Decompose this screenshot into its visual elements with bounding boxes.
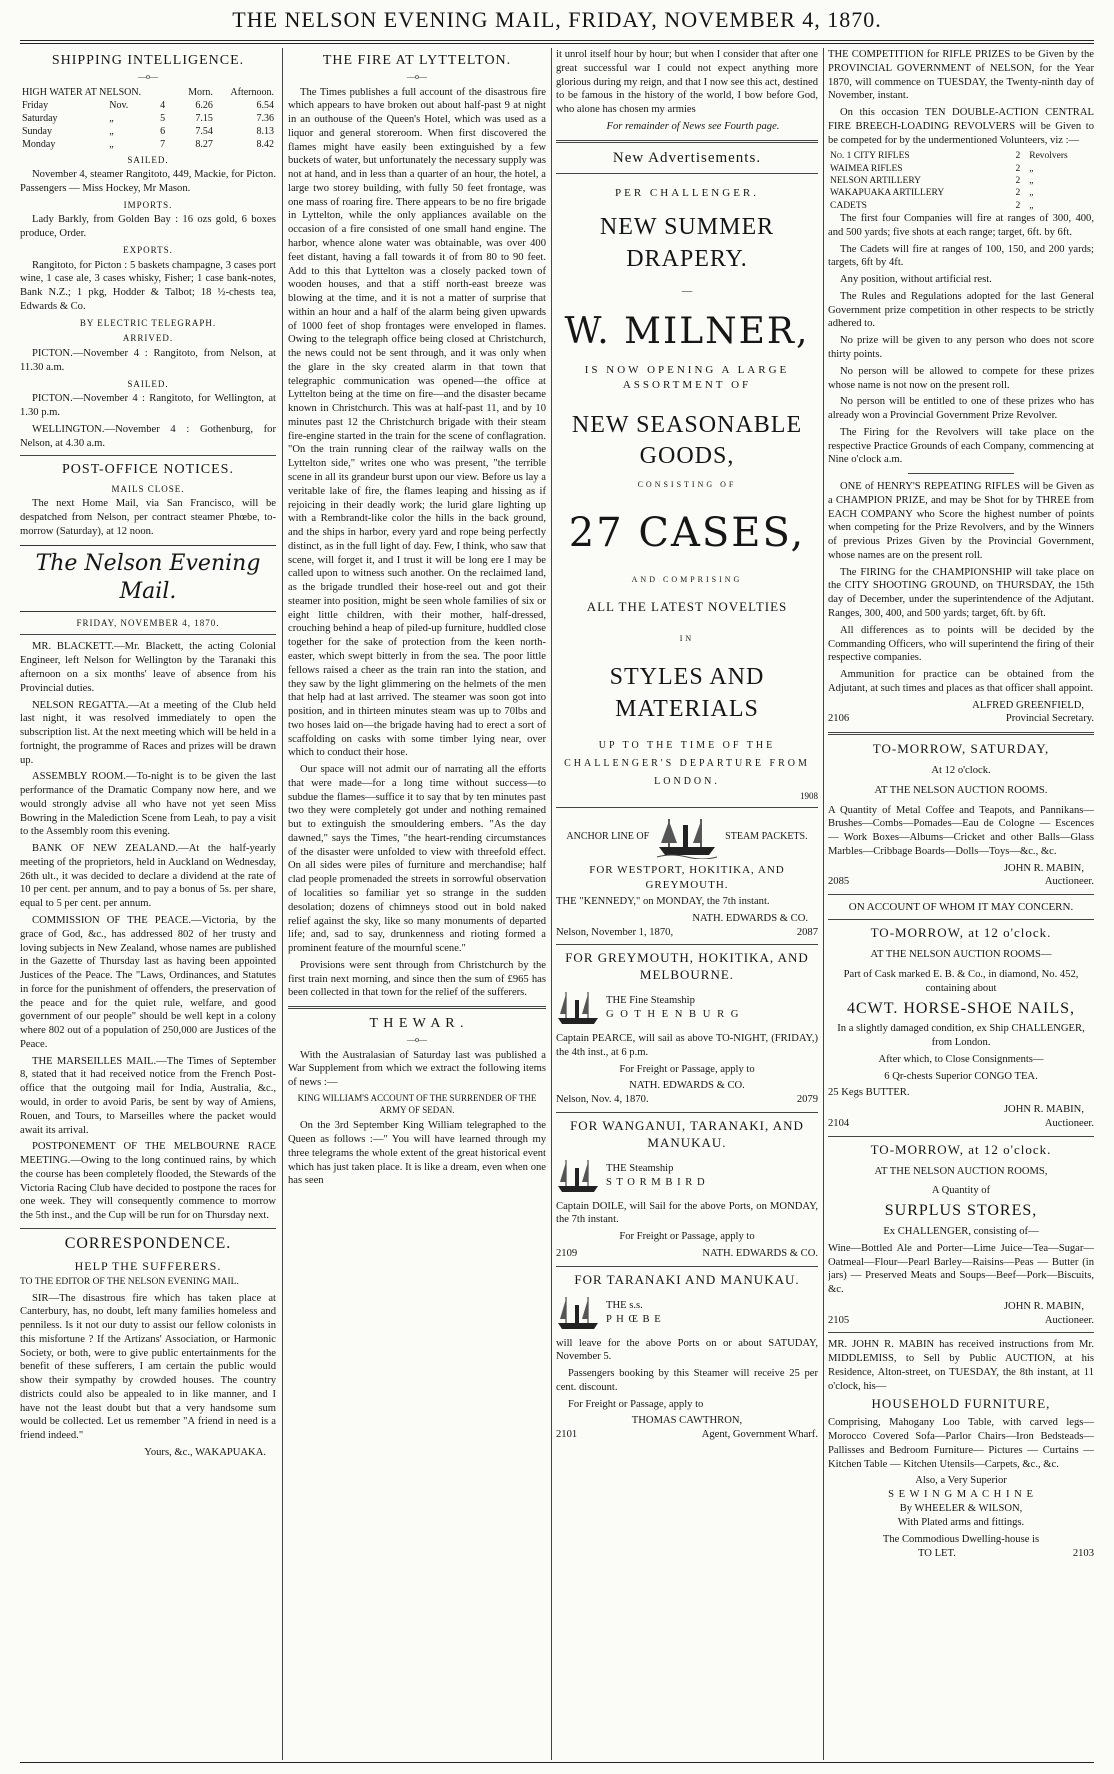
to-editor: TO THE EDITOR OF THE NELSON EVENING MAIL.: [20, 1277, 239, 1288]
king-heading: KING WILLIAM'S ACCOUNT OF THE SURRENDER OF THE ARMY OF SEDAN.: [297, 1092, 537, 1115]
ad-footer: [828, 1117, 1094, 1131]
ad-number: 2105: [828, 1314, 850, 1326]
rifle-company: WAKAPUAKA ARTILLERY: [830, 188, 945, 199]
rifle-unit: Revolvers: [1029, 151, 1068, 162]
post-office-heading: POST-OFFICE NOTICES.: [62, 462, 234, 478]
rifles-row: [828, 200, 1094, 212]
rifle-company: NELSON ARTILLERY: [830, 176, 921, 187]
rifle-unit: „: [1029, 163, 1034, 174]
milner-heading: W. MILNER,: [564, 310, 810, 352]
letter-signoff: Yours, &c., WAKAPUAKA.: [144, 1447, 266, 1459]
masthead-rule: [20, 40, 1094, 41]
gothenburg-ad: [556, 988, 818, 1028]
tolet-text: TO LET.: [918, 1548, 956, 1560]
rifles-table: [828, 150, 1094, 212]
column-1: [20, 48, 276, 1760]
cask-text: Part of Cask marked E. B. & Co., in diamond, No. 452, containing about: [843, 969, 1079, 994]
rifle-count: 2: [1015, 176, 1021, 187]
rule-text: No person will be entitled to one of these prizes who has already won a Provincial Government Prize Revolver.: [828, 396, 1094, 422]
rule-text: The Firing for the Revolvers will take place on the respective Practice Grounds of each Company, commencing at Nine o'clock a.m.: [828, 426, 1094, 466]
mabin-sig: JOHN R. MABIN,: [1003, 1300, 1084, 1312]
help-heading: HELP THE SUFFERERS.: [74, 1258, 222, 1273]
ad-number: 2101: [556, 1429, 578, 1441]
rule-text: The Cadets will fire at ranges of 100, 150, and 200 yards; targets, 6ft by 4ft.: [828, 243, 1094, 269]
fire-paragraph: The Times publishes a full account of the disastrous fire which appears to have broken out about half-past 9 at night in an outhouse of the Queen's Hotel, which was used as a liquor and general storeroom. When first discovered the flames might have easily been extinguished by a few buckets of water, but unfortunately the necessary supply was not at hand, and in less than a quarter of an hour, the hotel, a large two storey building, with fully 50 feet frontage, was one mass of roaring fire. There appears to be no fire brigade in Lyttelton, while the only appliances available on the occasion of a fire consisted of one small hand engine. The harbor, whence alone water was obtainable, was over 400 feet distant, having a fall towards it of from 80 to 90 feet. Add to this that Lyttelton was a closely packed town of wooden houses, and that a stiff north-east breeze was blowing at the time, and it is not a matter of surprise that within an hour and a half of the alarm being given upwards of 1000 feet of shop frontages were enveloped in flames. Owing to the telegraph office being closed at Christchurch, the news could not be sent through, and it was only when the glare in the sky created alarm in that town that telegraphic communication was opened—the office at Lyttelton being at the time on fire—and the disaster became known in Christchurch. This was at half-past 11, and by 10 minutes past 12 the Christchurch brigade with their steam fire-engine started in the train for the scene of conflagration. "On the train running clear of the railway walls on the Lyttelton side," writes one who was present, "the terrible scene in all its grandeur burst upon our view. Before us lay a veritable lake of fire, the flames leaping and hissing as if rejoicing in their deadly work; the lurid glare lighting up with a Rembrandt-like color the hills in the back ground, and the ships in harbor, every yard and rope being perfectly distinct, as in the full light of day. Few, I think, who saw that scene, will forget it, and I trust it will be long ere I may be called upon to witness such another. On the reclaimed land, as the brigade trundled their hose-reel out and got their steamer into position, might be seen whole families of six or eight little children, with their mother, half-dressed, crouching behind a heap of piled-up furniture, huddled close together for the sake of protection from the keen north-easter, which swept bitterly in from the sea. The poor little fellows raised a cheer as the train ran into the station, and they saw by the light glimmering on the helmets of the men that help had at last arrived. The steamer was soon got into position, and in thirteen minutes steam was up to 70lbs and two hoses laid on—the brigade having had to erect a sort of scaffolding on casks with some timber lying near, over which to conduct their hose.: [288, 86, 546, 759]
cawthron-sig: THOMAS CAWTHRON,: [631, 1415, 743, 1427]
occasion-text: On this occasion TEN DOUBLE-ACTION CENTRAL FIRE BREECH-LOADING REVOLVERS will be Given to be competed for by the undermentioned Volunteers, viz :—: [828, 107, 1094, 146]
rifles-row: [828, 150, 1094, 162]
ad-footer: [556, 926, 818, 940]
rifles-row: [828, 175, 1094, 187]
separator: [556, 807, 818, 808]
edwards-sig: NATH. EDWARDS & CO.: [692, 912, 808, 924]
separator: [20, 1228, 276, 1229]
taranaki-heading: FOR TARANAKI AND MANUKAU.: [574, 1271, 800, 1287]
separator: [556, 1266, 818, 1267]
cases-heading: 27 CASES,: [568, 509, 806, 556]
gothenburg-name: G O T H E N B U R G: [606, 1009, 741, 1021]
separator: [288, 1006, 546, 1009]
ad-number: 2087: [796, 926, 818, 938]
wheeler-text: By WHEELER & WILSON,: [899, 1502, 1023, 1514]
news-body: —At the half-yearly meeting of the proprietors, held in Auckland on Wednesday, 26th ult., it was decided to declare a dividend at the rate of 10 per cent. per annum, and to pay a bonus of 5s. per share, equal to 5 per cent. per annum.: [20, 843, 276, 910]
phoebe-text: [606, 1299, 662, 1327]
news-head: THE MARSEILLES MAIL.: [32, 1055, 157, 1067]
surplus-heading: SURPLUS STORES,: [884, 1202, 1038, 1220]
edwards-sig: NATH. EDWARDS & CO.: [629, 1080, 745, 1092]
anchor-right: STEAM PACKETS.: [725, 830, 808, 842]
news-head: ASSEMBLY ROOM.: [32, 771, 126, 783]
separator: [556, 944, 818, 945]
separator: [556, 173, 818, 174]
tide-morn: 6.26: [195, 99, 213, 111]
nails-heading: 4CWT. HORSE-SHOE NAILS,: [846, 999, 1076, 1017]
rule-text: All differences as to points will be decided by the Commanding Officers, who will superintend the firing of their respective companies.: [828, 624, 1094, 664]
plated-text: With Plated arms and fittings.: [897, 1516, 1025, 1528]
anchor-line-ad: [556, 813, 818, 859]
freight-text: For Freight or Passage, apply to: [619, 1231, 755, 1243]
agent-text: Agent, Government Wharf.: [701, 1429, 818, 1441]
rifle-company: CADETS: [830, 200, 867, 211]
mr-mabin-text: MR. JOHN R. MABIN has received instructions from Mr. MIDDLEMISS, to Sell by Public AUCTION, at his Residence, Alton-street, on TUESDAY, the 8th instant, at 11 o'clock, his—: [828, 1339, 1094, 1392]
king-text: On the 3rd September King William telegraphed to the Queen as follows :—" You will have learned through my three telegrams the whole extent of the great historical event which has just taken place. It is like a dream, even when one has seen: [288, 1120, 546, 1187]
butter-text: 25 Kegs BUTTER.: [828, 1087, 910, 1099]
rule-text: The FIRING for the CHAMPIONSHIP will take place on the CITY SHOOTING GROUND, on THURSDAY, the 15th day of December, under the superintendence of the Adjutant. Ranges, 300, 400, and 500 yards; target, 6ft. by 6ft.: [828, 566, 1094, 619]
steamship-icon: [556, 1156, 600, 1196]
mails-heading: MAILS CLOSE.: [111, 483, 185, 494]
rule-text: Any position, without artificial rest.: [840, 274, 992, 286]
war-intro: With the Australasian of Saturday last was published a War Supplement from which we extract the following items of news :—: [288, 1049, 546, 1089]
separator: [828, 1332, 1094, 1333]
rule-text: No prize will be given to any person who does not score thirty points.: [828, 335, 1094, 360]
furniture-heading: HOUSEHOLD FURNITURE,: [871, 1396, 1051, 1412]
news-item: [20, 770, 276, 839]
column-3: [556, 48, 818, 1760]
rule-text: The first four Companies will fire at ranges of 300, 400, and 500 yards; five shots at each range; target, 6ft. by 6ft.: [828, 213, 1094, 238]
masthead: THE NELSON EVENING MAIL, FRIDAY, NOVEMBER 4, 1870.: [232, 7, 882, 32]
tide-aft: 8.13: [256, 125, 274, 137]
masthead-rule-2: [20, 43, 1094, 44]
separator: [828, 732, 1094, 735]
short-rule: [908, 473, 1014, 474]
ad-footer: [828, 712, 1094, 726]
tide-date: 5: [160, 112, 166, 124]
tide-row: [20, 99, 276, 112]
gothenburg-text: [606, 994, 740, 1022]
rifle-unit: „: [1029, 176, 1034, 187]
separator: [828, 1136, 1094, 1137]
news-item: [20, 1140, 276, 1223]
gothenburg-line: THE Fine Steamship: [606, 995, 695, 1007]
sailed-heading: SAILED.: [127, 154, 169, 165]
fire-paragraph: Provisions were sent through from Christchurch by the first train next morning, and since then the sum of £965 has been collected in that town for the relief of the sufferers.: [288, 959, 546, 999]
rifle-count: 2: [1015, 163, 1021, 174]
comprising-text: AND COMPRISING: [631, 574, 743, 584]
news-body: —To-night is to be given the last performance of the Dramatic Company now here, and we would strongly advise all who have not yet seen Miss Bowring in the Malediction Scene from Leah, to pay a visit to the Assembly room this evening.: [20, 771, 276, 838]
tide-aft: 7.36: [256, 112, 274, 124]
fire-heading: THE FIRE AT LYTTELTON.: [322, 53, 512, 68]
rifles-row: [828, 187, 1094, 199]
ornament: —o—: [138, 72, 158, 82]
rule-text: The Rules and Regulations adopted for the last General Government prize competition in other respects to be strictly adhered to.: [828, 290, 1094, 330]
stormbird-name: S T O R M B I R D: [606, 1176, 706, 1188]
goods-heading: NEW SEASONABLE GOODS,: [571, 411, 803, 470]
new-ads-heading: New Advertisements.: [612, 149, 762, 166]
auctioneer-text: Auctioneer.: [1044, 1118, 1094, 1129]
ad-number: 2085: [828, 876, 850, 888]
account-heading: ON ACCOUNT OF WHOM IT MAY CONCERN.: [848, 901, 1074, 914]
rifle-unit: „: [1029, 188, 1034, 199]
novelties-text: ALL THE LATEST NOVELTIES: [586, 599, 788, 615]
rifle-company: WAIMEA RIFLES: [830, 163, 903, 174]
tide-date: 7: [160, 138, 166, 150]
exports-heading: EXPORTS.: [123, 245, 173, 256]
war-continued: it unrol itself hour by hour; but when I consider that after one great successful war I could not expect anything more glorious during my reign, and that I now see this act, destined to be famous in the history of the world, I bow before God, who alone has chosen my armies: [556, 49, 818, 116]
news-head: COMMISSION OF THE PEACE.: [32, 915, 192, 927]
tide-aft: 8.42: [256, 138, 274, 150]
ad-footer: [828, 1314, 1094, 1328]
news-item: [20, 914, 276, 1052]
ad-number: 2109: [556, 1248, 578, 1259]
ad-footer: [556, 1247, 818, 1261]
rule-text: ONE of HENRY'S REPEATING RIFLES will be Given as a CHAMPION PRIZE, and may be Shot for by THREE from EACH COMPANY who Score the highest number of points when competing for the Prize Revolvers, and by the Winners of previous Prizes Given by the Provincial Government, whose names are on the present roll.: [828, 481, 1094, 561]
sewing-text: S E W I N G M A C H I N E: [888, 1489, 1034, 1501]
tide-aft: 6.54: [256, 99, 274, 111]
ornament: —o—: [407, 1035, 427, 1045]
sailed2-heading: SAILED.: [127, 378, 169, 389]
news-head: BANK OF NEW ZEALAND.: [32, 843, 179, 855]
news-body: —The Times of September 8, stated that it had received notice from the French Post-office that the outgoing mail for India, Australia, &c., would, in order to avoid Paris, be sent by way of Amiens, Rouen, and Tours, to Marseilles where the packet would await its arrival.: [20, 1055, 276, 1136]
rooms-text: AT THE NELSON AUCTION ROOMS—: [870, 949, 1052, 961]
tide-date: 4: [160, 99, 166, 111]
tide-day: Monday: [22, 138, 56, 150]
news-head: MR. BLACKETT.: [32, 641, 115, 653]
tide-month: „: [109, 112, 114, 124]
separator: [828, 919, 1094, 920]
news-body: —At a meeting of the Club held last night, it was resolved immediately to open the subscription list. At the next meeting which will be held in a fortnight, the programme of Races and prizes will be drawn up.: [20, 699, 276, 766]
arrived-heading: ARRIVED.: [122, 333, 174, 344]
drapery-heading: NEW SUMMER DRAPERY.: [599, 214, 775, 272]
tide-row: [20, 112, 276, 125]
news-body: —Owing to the long continued rains, by which the course has been completely flooded, the Stewards of the Victoria Racing Club have decided to postpone the races for one week. They will consequently commence to morrow the 5th inst., and the Cup will be run for on Thursday next.: [20, 1155, 276, 1222]
competition-text: THE COMPETITION for RIFLE PRIZES to be Given by the PROVINCIAL GOVERNMENT of NELSON, for the Year 1870, will commence on TUESDAY, the Twenty-ninth day of November, instant.: [828, 49, 1094, 102]
ad-number: 1908: [800, 790, 818, 801]
phoebe-name: P H Œ B E: [606, 1313, 662, 1325]
tide-col-morn: Morn.: [188, 86, 213, 98]
ornament: —o—: [407, 72, 427, 82]
steamship-icon: [655, 813, 719, 859]
mails-text: The next Home Mail, via San Francisco, will be despatched from Nelson, per contract steamer Phœbe, to-morrow (Saturday), at 12 noon.: [20, 498, 276, 537]
shipping-heading: SHIPPING INTELLIGENCE.: [51, 53, 245, 68]
after-text: After which, to Close Consignments—: [878, 1053, 1044, 1065]
stormbird-ad: [556, 1156, 818, 1196]
news-body: —Victoria, by the grace of God, &c., has addressed 802 of her trusty and loving subjects in New Zealand, whose names are published in the Gazette of Thursday last as having been appointed Justices of the Peace. The "Laws, Ordinances, and Statutes in force for the punishment of offenders, the preservation of the peace and for the quiet rule, welfare, and good government of our people" should be well kept in a colony where 802 out of a population of 250,000 are Justices of the Peace.: [20, 915, 276, 1050]
passengers-text: Passengers booking by this Steamer will receive 25 per cent. discount.: [556, 1368, 818, 1393]
gothenburg-details: Captain PEARCE, will sail as above TO-NIGHT, (FRIDAY,) the 4th inst., at 6 p.m.: [556, 1033, 818, 1058]
steamship-icon: [556, 988, 600, 1028]
tide-day: Friday: [22, 99, 49, 111]
upto-text: UP TO THE TIME OF THE CHALLENGER'S DEPARTURE FROM LONDON.: [564, 739, 810, 787]
correspondence-heading: CORRESPONDENCE.: [64, 1234, 232, 1252]
sailed2-text: PICTON.—November 4 : Rangitoto, for Wellington, at 1.30 p.m.: [20, 393, 276, 419]
freight-text: For Freight or Passage, apply to: [568, 1398, 704, 1410]
remainder-note: For remainder of News see Fourth page.: [606, 120, 780, 132]
per-challenger: PER CHALLENGER.: [615, 187, 759, 200]
tide-morn: 8.27: [195, 138, 213, 150]
auctioneer-text: Auctioneer.: [1044, 1314, 1094, 1326]
ex-text: Ex CHALLENGER, consisting of—: [883, 1225, 1039, 1237]
also-text: Also, a Very Superior: [915, 1475, 1007, 1487]
exports-text: Rangitoto, for Picton : 5 baskets champagne, 3 cases port wine, 1 case ale, 3 cases whisky, Fisher; 1 case bank-notes, Bank N.Z.; 1 pkg, Hodder & Talbot; 18 ½-chests tea, Edwards & Co.: [20, 259, 276, 312]
greymouth-heading: FOR GREYMOUTH, HOKITIKA, AND MELBOURNE.: [565, 950, 809, 983]
fire-paragraph: Our space will not admit our of narrating all the efforts that were made—for a long time without success—to subdue the flames—suffice it to say that by ten minutes past two they were completely got under and nothing remained but to extinguish the smouldering embers. "As the day dawned," says the Times, "the heart-rending circumstances of the disaster were unfolded to view with threefold effect. On all sides were piles of furniture and merchandise; half clad people promenaded the streets in sorrowful observation of localities so familiar yet so strange in the sudden desolation; dozens of chimneys stood out in bold naked relief against the sky, like so many monuments of departed life; and, sad to say, drunkenness and rioting formed a prominent feature of the mournful scene.": [288, 764, 546, 955]
tomorrow-heading: TO-MORROW, SATURDAY,: [872, 741, 1050, 757]
westport-heading: FOR WESTPORT, HOKITIKA, AND GREYMOUTH.: [589, 864, 785, 891]
news-head: NELSON REGATTA.: [32, 699, 129, 711]
imports-text: Lady Barkly, from Golden Bay : 16 ozs gold, 6 boxes produce, Order.: [20, 214, 276, 240]
rifle-unit: „: [1029, 200, 1034, 211]
stormbird-details: Captain DOILE, will Sail for the above Ports, on MONDAY, the 7th instant.: [556, 1200, 818, 1226]
wanganui-heading: FOR WANGANUI, TARANAKI, AND MANUKAU.: [570, 1117, 804, 1150]
ad-footer: [556, 1428, 818, 1442]
aquant-text: A Quantity of: [931, 1185, 991, 1197]
rooms-text: AT THE NELSON AUCTION ROOMS,: [874, 1165, 1048, 1177]
rule-text: No person will be allowed to compete for these prizes whose name is not now on the present roll.: [828, 365, 1094, 391]
imports-heading: IMPORTS.: [123, 199, 173, 210]
news-item: [20, 842, 276, 911]
rifle-company: No. 1 CITY RIFLES: [830, 151, 910, 162]
phoebe-details: will leave for the above Ports on or about SATUDAY, November 5.: [556, 1337, 818, 1363]
rooms-text: AT THE NELSON AUCTION ROOMS.: [874, 784, 1048, 796]
rifle-count: 2: [1015, 188, 1021, 199]
phoebe-line: THE s.s.: [606, 1299, 643, 1311]
auctioneer-text: Auctioneer.: [1044, 876, 1094, 888]
edwards-sig: NATH. EDWARDS & CO.: [702, 1248, 818, 1259]
bottom-rule: [20, 1762, 1094, 1763]
ad-date: Nelson, Nov. 4, 1870.: [556, 1094, 649, 1106]
news-item: [20, 640, 276, 695]
ad-footer: [556, 1093, 818, 1107]
sailed-text: November 4, steamer Rangitoto, 449, Mackie, for Picton. Passengers — Miss Hockey, Mr Mason.: [20, 169, 276, 195]
tide-month: „: [109, 138, 114, 150]
tide-row: [20, 138, 276, 151]
ad-footer: [828, 875, 1094, 889]
tide-month: Nov.: [109, 99, 129, 111]
tea-text: 6 Qr-chests Superior CONGO TEA.: [884, 1070, 1038, 1082]
damaged-text: In a slightly damaged condition, ex Ship CHALLENGER, from London.: [837, 1023, 1085, 1049]
ad-number: 2103: [1072, 1548, 1094, 1560]
dwelling-text: The Commodious Dwelling-house is: [882, 1534, 1040, 1546]
styles-heading: STYLES AND MATERIALS: [609, 664, 765, 722]
news-body: —Mr. Blackett, the acting Colonial Engineer, left Nelson for Wellington by the Taranaki this afternoon on a six months' leave of absence from his Provincial duties.: [20, 641, 276, 694]
rifle-count: 2: [1015, 151, 1021, 162]
tide-day: Sunday: [22, 125, 52, 137]
consisting-text: CONSISTING OF: [637, 480, 737, 490]
date-line: FRIDAY, NOVEMBER 4, 1870.: [76, 617, 220, 628]
ad-date: Nelson, November 1, 1870,: [556, 926, 674, 938]
tomorrow2-heading: TO-MORROW, at 12 o'clock.: [870, 925, 1052, 941]
time-text: At 12 o'clock.: [931, 765, 991, 776]
in-text: IN: [679, 633, 695, 643]
ad-number: 2106: [828, 713, 850, 725]
tomorrow3-heading: TO-MORROW, at 12 o'clock.: [870, 1141, 1052, 1157]
rifles-row: [828, 163, 1094, 175]
column-4: [828, 48, 1094, 1760]
tide-header: HIGH WATER AT NELSON.: [22, 86, 142, 98]
furniture-text: Comprising, Mahogany Loo Table, with carved legs—Morocco Covered Sofa—Parlor Chairs—Iron Bedsteads—Pallisses and Bedroom Furniture— Pictures — Curtains — Kitchen Table — Kitchen Utensils—Carpets, &c., &c.: [828, 1417, 1094, 1470]
stormbird-text: [606, 1162, 706, 1190]
phoebe-ad: [556, 1293, 818, 1333]
column-divider: [823, 48, 824, 1760]
freight-text: For Freight or Passage, apply to: [619, 1063, 755, 1075]
ad-footer: [828, 1547, 1094, 1561]
tide-date: 6: [160, 125, 166, 137]
stormbird-line: THE Steamship: [606, 1162, 674, 1174]
sailed2-text: WELLINGTON.—November 4 : Gothenburg, for Nelson, at 4.30 a.m.: [20, 423, 276, 449]
war-heading: T H E W A R .: [369, 1016, 465, 1032]
tide-table: [20, 86, 276, 151]
tide-morn: 7.54: [195, 125, 213, 137]
steamship-icon: [556, 1293, 600, 1333]
letter-text: SIR—The disastrous fire which has taken place at Canterbury, has, no doubt, left many families homeless and penniless. Is it not our duty to assist our fellow colonists in this misfortune ? If the Artizans' Association, or Harmonic Society, or both, were to give public entertainments for the benefit of these sufferers, I am certain the public would show their sympathy by crowded houses. The country districts could also be appealed to in like manner, and I have not the least doubt but that a very handsome sum would be collected. Let us remember "A friend in need is a friend indeed.": [20, 1292, 276, 1442]
quantity-text: A Quantity of Metal Coffee and Teapots, and Pannikans—Brushes—Combs—Pomades—Eau de Cologne — Escences— Work Boxes—Albums—Cricket and other Balls—Glass Marbles—Cribbage Boards—Dolls—Toys—&c., &c.: [828, 804, 1094, 857]
wine-text: Wine—Bottled Ale and Porter—Lime Juice—Tea—Sugar—Oatmeal—Flour—Pearl Barley—Raisins—Peas — Butter (in jars) — Preserved Meats and Soups—Beef—Pork—Biscuits, &c.: [828, 1242, 1094, 1296]
paper-title: The Nelson Evening Mail.: [20, 545, 276, 612]
column-divider: [551, 48, 552, 1760]
column-divider: [282, 48, 283, 1760]
tide-morn: 7.15: [195, 112, 213, 124]
separator: [20, 455, 276, 456]
telegraph-heading: BY ELECTRIC TELEGRAPH.: [79, 317, 217, 328]
anchor-left: ANCHOR LINE OF: [566, 830, 650, 842]
greenfield-sig: ALFRED GREENFIELD,: [972, 699, 1084, 711]
tide-day: Saturday: [22, 112, 58, 124]
short-rule: —: [681, 285, 693, 297]
separator: [556, 140, 818, 143]
column-2: [288, 48, 546, 1760]
arrived-text: PICTON.—November 4 : Rangitoto, from Nelson, at 11.30 a.m.: [20, 348, 276, 373]
title-text: Provincial Secretary.: [1005, 713, 1094, 725]
ad-number: 2104: [828, 1118, 850, 1129]
tide-row: [20, 125, 276, 138]
mabin-sig: JOHN R. MABIN,: [1003, 1104, 1084, 1116]
news-head: POSTPONEMENT OF THE MELBOURNE RACE MEETING.: [20, 1141, 276, 1167]
tide-col-aft: Afternoon.: [230, 86, 274, 98]
news-item: [20, 699, 276, 768]
separator: [556, 1112, 818, 1113]
separator: [20, 634, 276, 635]
rule-text: Ammunition for practice can be obtained from the Adjutant, at such times and places as that officer shall appoint.: [828, 669, 1094, 694]
news-item: [20, 1055, 276, 1138]
separator: [828, 894, 1094, 895]
kennedy-text: THE "KENNEDY," on MONDAY, the 7th instant.: [556, 896, 770, 908]
tide-month: „: [109, 125, 114, 137]
ad-number: 2079: [796, 1094, 818, 1106]
rifle-count: 2: [1015, 200, 1021, 211]
mabin-sig: JOHN R. MABIN,: [1003, 862, 1084, 874]
opening-text: IS NOW OPENING A LARGE ASSORTMENT OF: [584, 364, 790, 391]
